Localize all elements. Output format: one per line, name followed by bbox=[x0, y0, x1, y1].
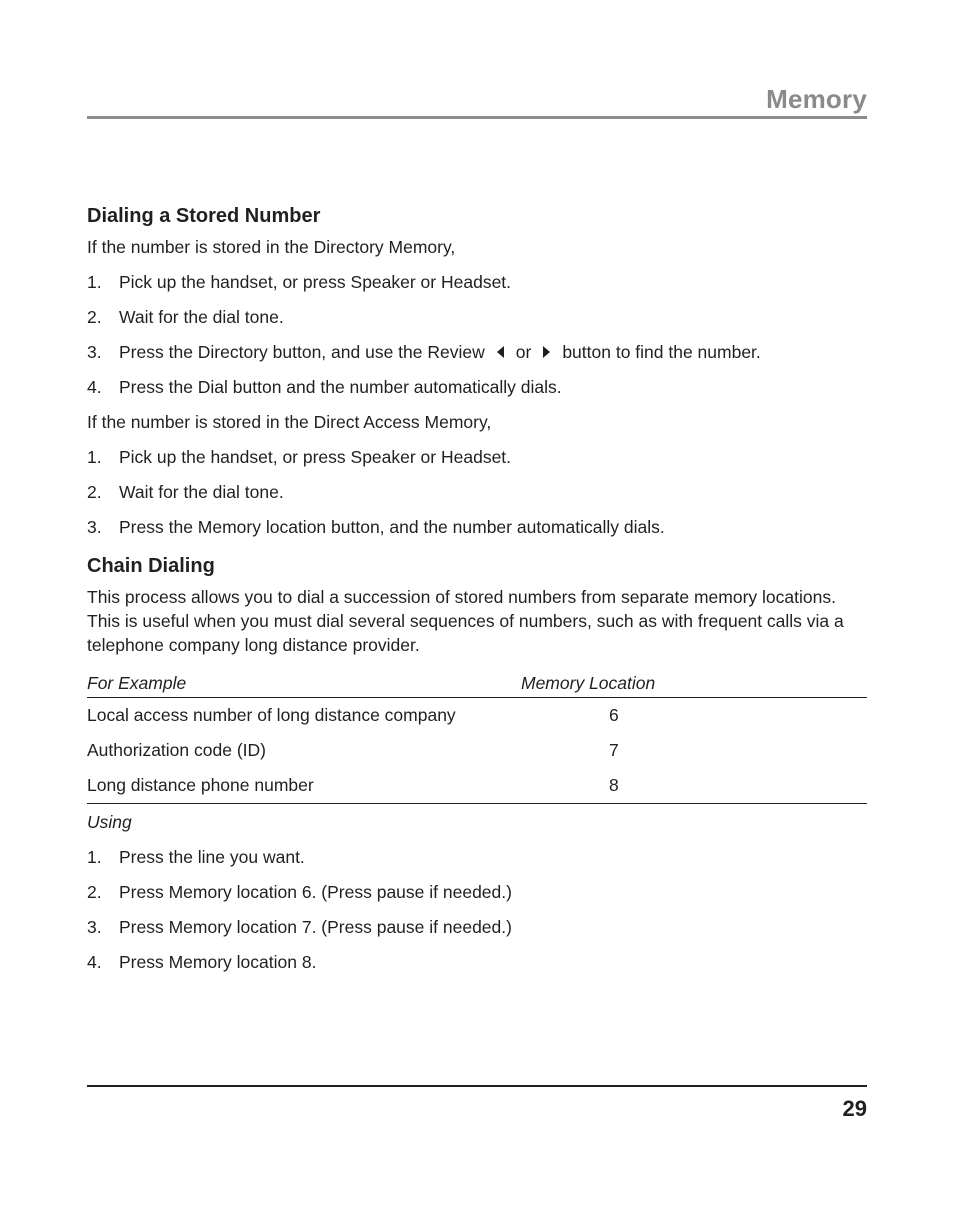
intro-directory-memory: If the number is stored in the Directory Memory, bbox=[87, 237, 456, 257]
step-text: Press the Directory button, and use the Review bbox=[119, 342, 485, 362]
column-header-memory-location: Memory Location bbox=[521, 669, 867, 698]
step-text: Press the Memory location button, and the number automatically dials. bbox=[119, 517, 665, 537]
list-item bbox=[87, 845, 867, 880]
table-cell-description: Local access number of long distance company bbox=[87, 705, 456, 725]
step-number: 2. bbox=[87, 482, 102, 502]
step-text: Press the Dial button and the number automatically dials. bbox=[119, 377, 562, 397]
step-text: Press Memory location 6. (Press pause if needed.) bbox=[119, 882, 512, 902]
step-number: 2. bbox=[87, 307, 102, 327]
table-cell-location: 6 bbox=[609, 705, 619, 725]
step-number: 1. bbox=[87, 447, 102, 467]
list-item bbox=[87, 880, 867, 915]
table-cell-location: 8 bbox=[521, 768, 867, 804]
column-header-example: For Example bbox=[87, 669, 521, 698]
table-cell-location: 7 bbox=[609, 740, 619, 760]
step-text: Press Memory location 7. (Press pause if needed.) bbox=[119, 917, 512, 937]
example-table bbox=[87, 669, 867, 804]
step-number: 3. bbox=[87, 342, 102, 362]
list-item bbox=[87, 515, 867, 550]
page-number: 29 bbox=[842, 1096, 867, 1121]
table-row bbox=[87, 768, 867, 804]
list-item bbox=[87, 270, 867, 305]
step-number: 2. bbox=[87, 882, 102, 902]
chain-dialing-description: This process allows you to dial a succession of stored numbers from separate memory locations. This is useful when you must dial several sequences of numbers, such as with frequent calls via a telephone company long distance provider. bbox=[87, 587, 844, 655]
table-cell-description: Authorization code (ID) bbox=[87, 740, 266, 760]
step-number: 1. bbox=[87, 847, 102, 867]
table-row bbox=[87, 733, 867, 768]
step-number: 4. bbox=[87, 952, 102, 972]
using-label: Using bbox=[87, 812, 132, 832]
step-number: 1. bbox=[87, 272, 102, 292]
list-item bbox=[87, 950, 867, 985]
intro-direct-access-memory: If the number is stored in the Direct Access Memory, bbox=[87, 412, 492, 432]
table-row bbox=[87, 698, 867, 734]
step-text: Wait for the dial tone. bbox=[119, 307, 284, 327]
step-text: Pick up the handset, or press Speaker or Headset. bbox=[119, 272, 512, 292]
list-item bbox=[87, 340, 867, 375]
step-text: Wait for the dial tone. bbox=[119, 482, 284, 502]
direct-access-steps-list bbox=[87, 445, 867, 550]
header-rule bbox=[87, 116, 867, 119]
triangle-right-icon bbox=[543, 346, 550, 358]
directory-steps-list bbox=[87, 270, 867, 410]
step-text: Press Memory location 8. bbox=[119, 952, 317, 972]
step-text: button to find the number. bbox=[562, 342, 761, 362]
table-header-row bbox=[87, 669, 867, 698]
step-text: Pick up the handset, or press Speaker or Headset. bbox=[119, 447, 512, 467]
section-heading-chain-dialing: Chain Dialing bbox=[87, 555, 215, 577]
list-item bbox=[87, 480, 867, 515]
list-item bbox=[87, 375, 867, 410]
footer-rule bbox=[87, 1085, 867, 1087]
list-item bbox=[87, 445, 867, 480]
step-number: 4. bbox=[87, 377, 102, 397]
or-text: or bbox=[515, 342, 532, 362]
using-steps-list bbox=[87, 845, 867, 985]
section-heading-dialing: Dialing a Stored Number bbox=[87, 205, 321, 227]
list-item bbox=[87, 915, 867, 950]
page-content bbox=[87, 200, 867, 985]
step-text: Press the line you want. bbox=[119, 847, 305, 867]
page-header-title: Memory bbox=[766, 84, 867, 114]
step-number: 3. bbox=[87, 517, 102, 537]
step-number: 3. bbox=[87, 917, 102, 937]
list-item bbox=[87, 305, 867, 340]
table-cell-description: Long distance phone number bbox=[87, 768, 521, 804]
triangle-left-icon bbox=[497, 346, 504, 358]
